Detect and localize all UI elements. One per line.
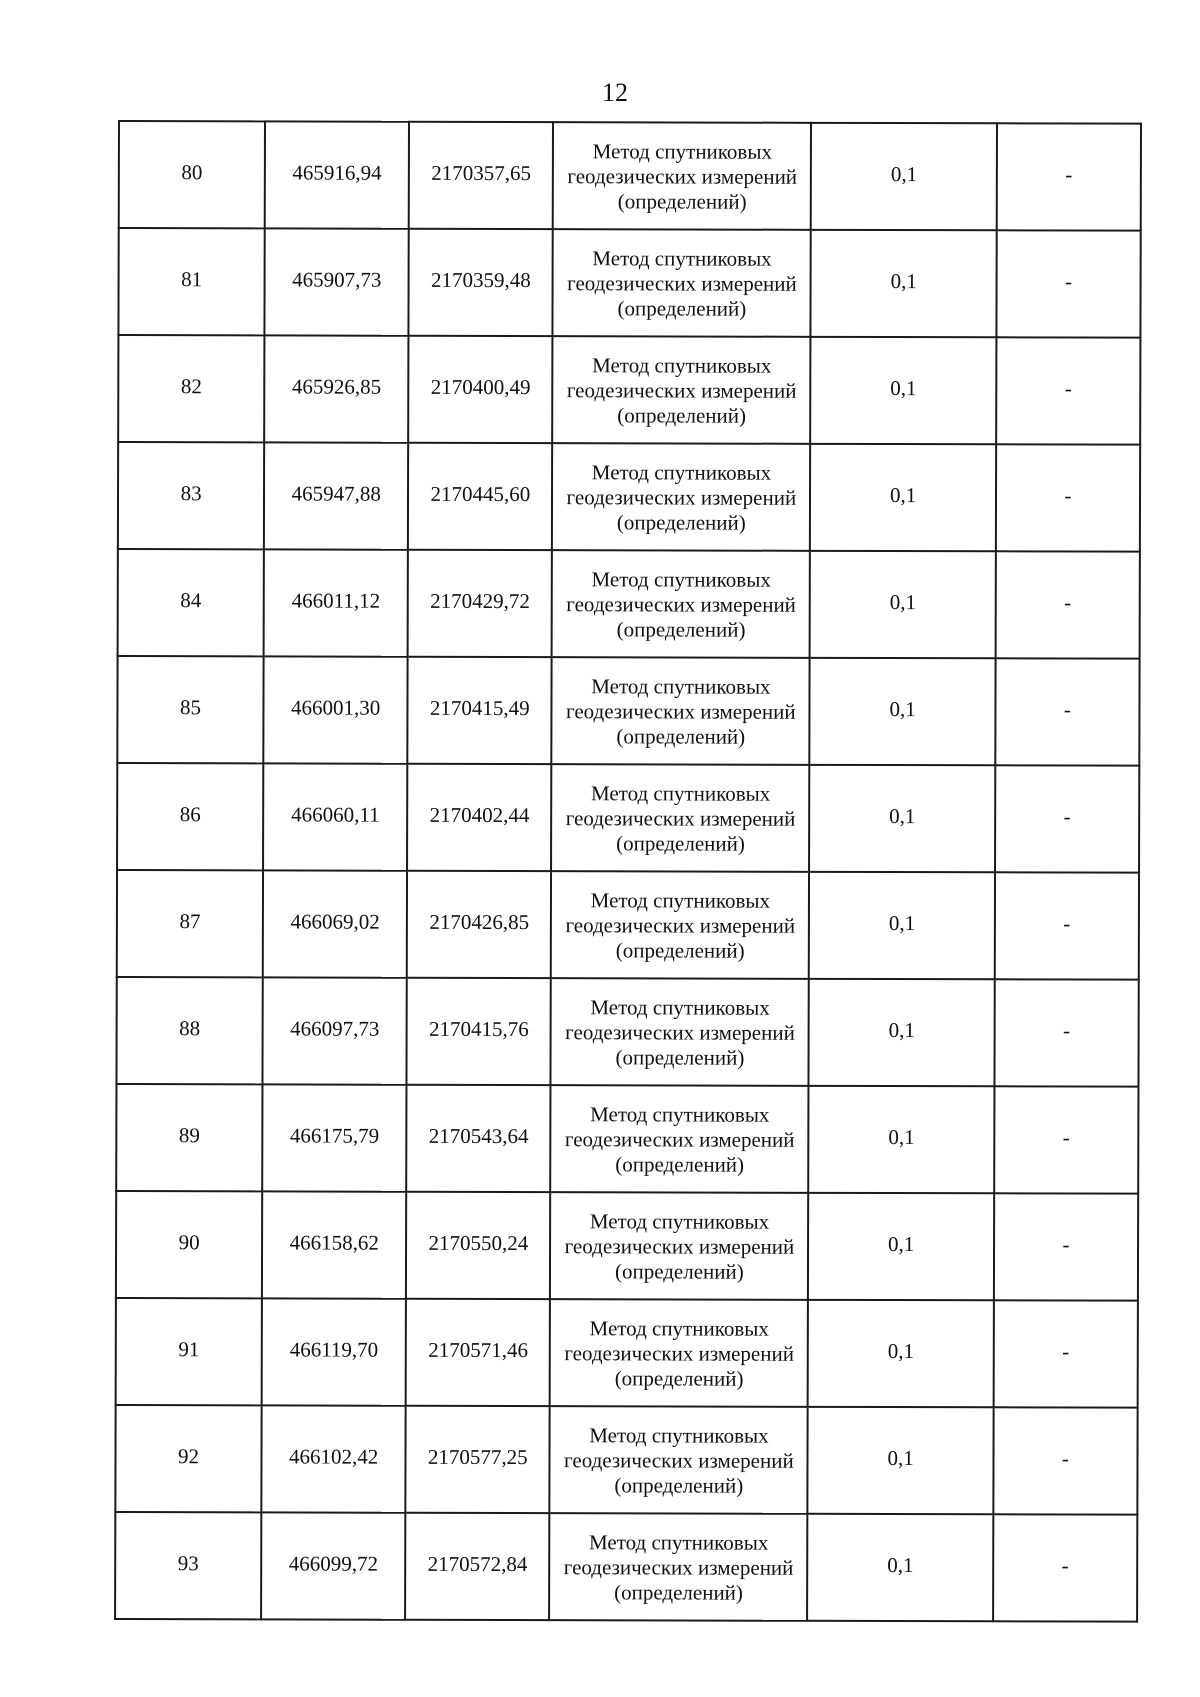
method-line: геодезических измерений bbox=[566, 378, 797, 403]
coordinate-x-cell: 466099,72 bbox=[261, 1512, 405, 1619]
accuracy-cell: 0,1 bbox=[811, 230, 997, 337]
method-line: (определений) bbox=[617, 403, 747, 428]
coordinate-x-cell: 466102,42 bbox=[261, 1405, 405, 1512]
method-line: (определений) bbox=[614, 1366, 744, 1391]
coordinate-y-cell: 2170415,76 bbox=[407, 978, 551, 1085]
method-line: (определений) bbox=[616, 510, 746, 535]
coordinate-x-cell: 466158,62 bbox=[262, 1191, 406, 1298]
accuracy-cell: 0,1 bbox=[811, 123, 997, 230]
method-line: геодезических измерений bbox=[564, 1234, 795, 1259]
coordinate-y-cell: 2170429,72 bbox=[408, 550, 552, 657]
coordinate-x-cell: 466175,79 bbox=[262, 1084, 406, 1191]
coordinate-y-cell: 2170445,60 bbox=[408, 443, 552, 550]
description-cell: - bbox=[996, 444, 1140, 551]
method-line: (определений) bbox=[615, 1152, 745, 1177]
method-cell bbox=[551, 1085, 809, 1193]
coordinate-y-cell: 2170572,84 bbox=[405, 1513, 549, 1620]
method-line: геодезических измерений bbox=[566, 592, 796, 617]
method-cell bbox=[553, 336, 811, 444]
description-cell: - bbox=[995, 765, 1139, 872]
method-cell bbox=[551, 764, 809, 872]
coordinates-table bbox=[114, 120, 1142, 1623]
method-line: геодезических измерений bbox=[564, 1341, 795, 1366]
method-line: Метод спутниковых bbox=[592, 353, 772, 378]
method-line: геодезических измерений bbox=[567, 164, 798, 189]
method-line: геодезических измерений bbox=[563, 1555, 794, 1580]
description-cell: - bbox=[994, 1193, 1138, 1300]
method-line: Метод спутниковых bbox=[590, 995, 770, 1020]
method-line: (определений) bbox=[617, 189, 747, 214]
description-cell: - bbox=[995, 551, 1139, 658]
table-row bbox=[115, 1405, 1137, 1515]
method-line: (определений) bbox=[616, 831, 745, 856]
method-line: (определений) bbox=[614, 1473, 744, 1498]
description-cell: - bbox=[995, 658, 1139, 765]
table-row bbox=[117, 870, 1139, 980]
method-line: (определений) bbox=[615, 938, 745, 963]
accuracy-cell: 0,1 bbox=[809, 872, 995, 979]
method-line: геодезических измерений bbox=[567, 271, 797, 296]
point-number-cell: 82 bbox=[118, 335, 264, 442]
coordinate-y-cell: 2170543,64 bbox=[406, 1085, 550, 1192]
description-cell: - bbox=[997, 123, 1141, 230]
method-cell bbox=[550, 1406, 808, 1514]
table-row bbox=[118, 549, 1140, 659]
coordinate-x-cell: 466069,02 bbox=[263, 870, 407, 977]
method-line: Метод спутниковых bbox=[592, 246, 772, 271]
method-cell bbox=[553, 122, 811, 230]
description-cell: - bbox=[993, 1407, 1137, 1514]
coordinate-y-cell: 2170577,25 bbox=[406, 1406, 550, 1513]
description-cell: - bbox=[993, 1300, 1137, 1407]
method-line: Метод спутниковых bbox=[590, 888, 771, 913]
page-number: 12 bbox=[602, 78, 628, 107]
coordinate-y-cell: 2170357,65 bbox=[409, 122, 553, 229]
description-cell: - bbox=[993, 1514, 1137, 1621]
point-number-cell: 91 bbox=[116, 1298, 262, 1405]
table-row bbox=[119, 121, 1141, 231]
point-number-cell: 88 bbox=[116, 977, 262, 1084]
method-line: Метод спутниковых bbox=[590, 1102, 770, 1127]
description-cell: - bbox=[994, 979, 1138, 1086]
method-line: (определений) bbox=[616, 617, 746, 642]
accuracy-cell: 0,1 bbox=[808, 1407, 994, 1514]
description-cell: - bbox=[996, 230, 1140, 337]
method-line: геодезических измерений bbox=[565, 699, 796, 724]
accuracy-cell: 0,1 bbox=[808, 1300, 994, 1407]
accuracy-cell: 0,1 bbox=[810, 551, 996, 658]
accuracy-cell: 0,1 bbox=[807, 1514, 993, 1621]
coordinate-y-cell: 2170415,49 bbox=[408, 657, 552, 764]
point-number-cell: 83 bbox=[118, 442, 264, 549]
point-number-cell: 93 bbox=[115, 1512, 261, 1619]
point-number-cell: 81 bbox=[118, 228, 264, 335]
table-body bbox=[115, 121, 1141, 1622]
point-number-cell: 90 bbox=[116, 1191, 262, 1298]
point-number-cell: 92 bbox=[115, 1405, 261, 1512]
method-line: геодезических измерений bbox=[566, 485, 797, 510]
coordinate-x-cell: 465926,85 bbox=[264, 335, 408, 442]
method-line: Метод спутниковых bbox=[591, 567, 771, 592]
table-row bbox=[117, 763, 1139, 873]
method-cell bbox=[551, 978, 809, 1086]
method-line: геодезических измерений bbox=[564, 1448, 794, 1473]
method-cell bbox=[553, 229, 811, 337]
method-cell bbox=[551, 871, 809, 979]
method-cell bbox=[552, 550, 810, 658]
point-number-cell: 80 bbox=[119, 121, 265, 228]
method-line: Метод спутниковых bbox=[591, 674, 771, 699]
table-row bbox=[116, 1084, 1138, 1194]
table-row bbox=[118, 228, 1140, 338]
accuracy-cell: 0,1 bbox=[809, 979, 995, 1086]
method-line: (определений) bbox=[617, 296, 747, 321]
coordinate-y-cell: 2170400,49 bbox=[408, 336, 552, 443]
method-line: (определений) bbox=[614, 1259, 744, 1284]
description-cell: - bbox=[995, 872, 1139, 979]
coordinate-y-cell: 2170402,44 bbox=[407, 764, 551, 871]
method-line: (определений) bbox=[614, 1580, 743, 1605]
coordinate-y-cell: 2170359,48 bbox=[409, 229, 553, 336]
coordinate-x-cell: 465907,73 bbox=[265, 228, 409, 335]
table-row bbox=[116, 1298, 1138, 1408]
point-number-cell: 85 bbox=[117, 656, 263, 763]
method-line: геодезических измерений bbox=[564, 1127, 795, 1152]
coordinate-x-cell: 465916,94 bbox=[265, 121, 409, 228]
point-number-cell: 86 bbox=[117, 763, 263, 870]
point-number-cell: 89 bbox=[116, 1084, 262, 1191]
coordinate-x-cell: 465947,88 bbox=[264, 442, 408, 549]
method-cell bbox=[550, 1192, 808, 1300]
point-number-cell: 84 bbox=[118, 549, 264, 656]
method-line: геодезических измерений bbox=[565, 913, 796, 938]
table-row bbox=[118, 335, 1140, 445]
point-number-cell: 87 bbox=[117, 870, 263, 977]
method-line: Метод спутниковых bbox=[590, 781, 771, 806]
accuracy-cell: 0,1 bbox=[809, 765, 995, 872]
method-line: Метод спутниковых bbox=[589, 1423, 769, 1448]
method-cell bbox=[550, 1299, 808, 1407]
coordinate-x-cell: 466060,11 bbox=[263, 763, 407, 870]
method-line: Метод спутниковых bbox=[591, 460, 772, 485]
coordinate-y-cell: 2170426,85 bbox=[407, 871, 551, 978]
description-cell: - bbox=[994, 1086, 1138, 1193]
coordinate-y-cell: 2170550,24 bbox=[406, 1192, 550, 1299]
coordinate-x-cell: 466011,12 bbox=[264, 549, 408, 656]
method-line: геодезических измерений bbox=[565, 1020, 795, 1045]
table-row bbox=[115, 1512, 1137, 1622]
method-cell bbox=[552, 657, 810, 765]
table-row bbox=[116, 977, 1138, 1087]
method-cell bbox=[549, 1513, 807, 1621]
coordinate-x-cell: 466001,30 bbox=[263, 656, 407, 763]
description-cell: - bbox=[996, 337, 1140, 444]
coordinate-x-cell: 466097,73 bbox=[263, 977, 407, 1084]
method-line: (определений) bbox=[616, 724, 746, 749]
method-line: Метод спутниковых bbox=[589, 1209, 770, 1234]
accuracy-cell: 0,1 bbox=[808, 1193, 994, 1300]
method-line: Метод спутниковых bbox=[592, 139, 773, 164]
coordinate-x-cell: 466119,70 bbox=[262, 1298, 406, 1405]
accuracy-cell: 0,1 bbox=[811, 337, 997, 444]
method-line: Метод спутниковых bbox=[588, 1530, 769, 1555]
method-cell bbox=[552, 443, 810, 551]
table-row bbox=[118, 442, 1140, 552]
method-line: Метод спутниковых bbox=[589, 1316, 769, 1341]
table-row bbox=[116, 1191, 1138, 1301]
accuracy-cell: 0,1 bbox=[809, 1086, 995, 1193]
coordinate-y-cell: 2170571,46 bbox=[406, 1299, 550, 1406]
table-row bbox=[117, 656, 1139, 766]
method-line: геодезических измерений bbox=[565, 806, 796, 831]
accuracy-cell: 0,1 bbox=[810, 444, 996, 551]
method-line: (определений) bbox=[615, 1045, 745, 1070]
accuracy-cell: 0,1 bbox=[810, 658, 996, 765]
